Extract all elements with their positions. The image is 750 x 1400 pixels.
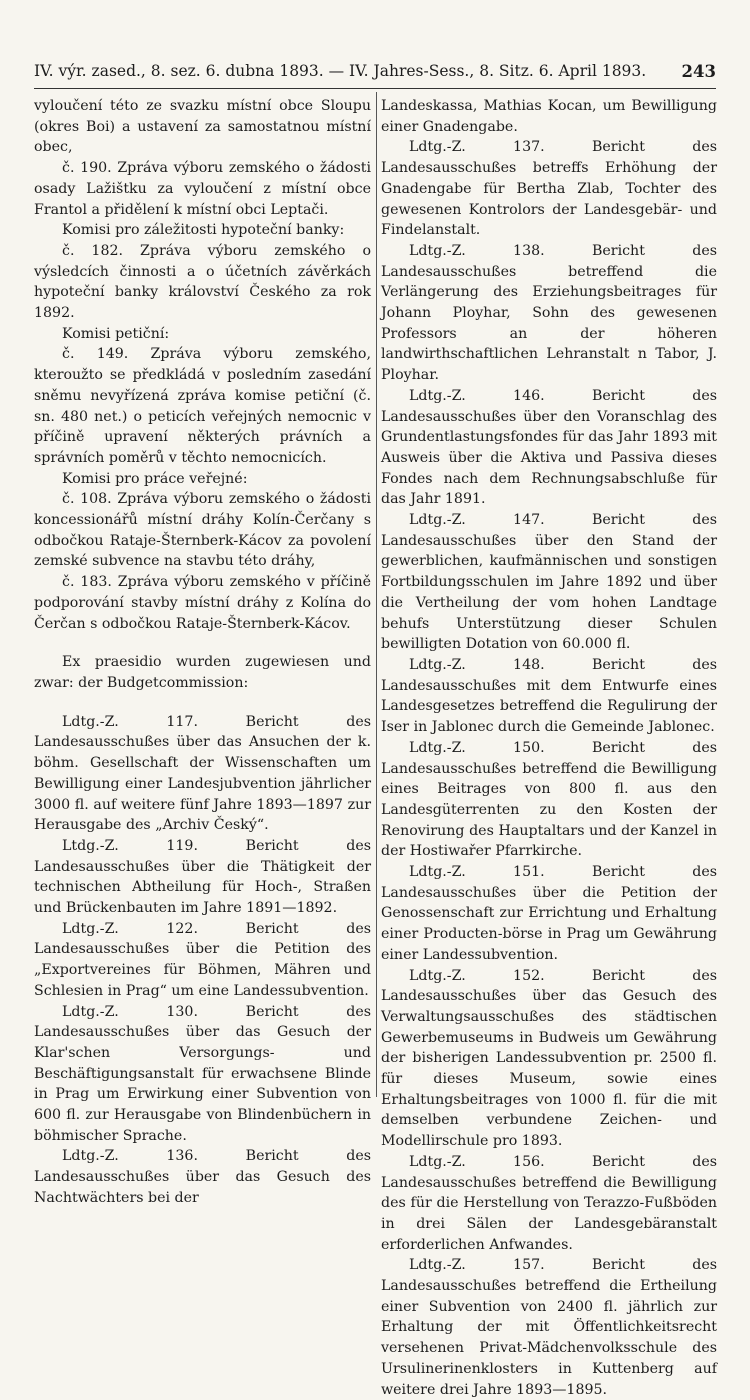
paragraph-gap (34, 634, 371, 652)
paragraph: č. 182. Zpráva výboru zemského o výsledcích činnosti a o účetních závěrkách hypoteční banky království Českého za rok 1892. (34, 242, 371, 322)
paragraph: vyloučení této ze svazku místní obce Sloupu (okres Boi) a ustavení za samostatnou místní obec, (34, 98, 371, 156)
paragraph: Ex praesidio wurden zugewiesen und zwar: der Budgetcommission: (34, 654, 371, 691)
paragraph: Ldtg.-Z. 152. Bericht des Landesausschußes über das Gesuch des Verwaltungsausschußes des städtischen Gewerbemuseums in Budweis um Gewährung der bisherigen Landessubvention pr. 2500 fl. für dieses Museum, sowie eines Erhaltungsbeitrages von 1000 fl. für die mit demselben verbundene Zeichen- und Modellirschule pro 1893. (381, 967, 717, 1150)
column-divider (376, 92, 377, 1097)
paragraph: č. 149. Zpráva výboru zemského, kteroužto se předkládá v posledním zasedání sněmu nevyřízená zpráva komise petiční (č. sn. 480 net.) o peticích veřejných nemocnic v příčině upravení některých právních a správních poměrů v těchto nemocnicích. (34, 346, 371, 466)
paragraph: Ldtg.-Z. 117. Bericht des Landesausschußes über das Ansuchen der k. böhm. Gesellschaft der Wissenschaften um Bewilligung einer Landesjubvention jährlicher 3000 fl. auf weitere fünf Jahre 1893—1897 zur Herausgabe des „Archiv Český“. (34, 713, 371, 834)
paragraph: Ltdg.-Z. 119. Bericht des Landesausschußes über die Thätigkeit der technischen Abtheilung für Hoch-, Straßen und Brückenbauten im Jahre 1891—1892. (34, 837, 371, 917)
paragraph: Ldtg.-Z. 138. Bericht des Landesausschußes betreffend die Verlängerung des Erziehungsbeitrages für Johann Ployhar, Sohn des gewesenen Professors an der höheren landwirthschaftlichen Lehranstalt n Tabor, J. Ployhar. (381, 242, 717, 384)
paragraph: Ldtg.-Z. 122. Bericht des Landesausschußes über die Petition des „Exportvereines für Böhmen, Mähren und Schlesien in Prag“ um eine Landessubvention. (34, 920, 371, 999)
paragraph: Ldtg.-Z. 147. Bericht des Landesausschußes über den Stand der gewerblichen, kaufmännischen und sonstigen Fortbildungsschulen im Jahre 1892 und über die Vertheilung der vom hohen Landtage behufs Unterstützung dieser Schulen bewilligten Dotation von 60.000 fl. (381, 512, 717, 653)
paragraph: Ldtg.-Z. 156. Bericht des Landesausschußes betreffend die Bewilligung des für die Herstellung von Terazzo-Fußböden in drei Sälen der Landesgebäranstalt erforderlichen Anfwandes. (381, 1153, 717, 1253)
paragraph: Komisi pro záležitosti hypoteční banky: (62, 222, 345, 239)
paragraph: Ldtg.-Z. 146. Bericht des Landesausschußes über den Voranschlag des Grundentlastungsfondes für das Jahr 1893 mit Ausweis über die Aktiva und Passiva dieses Fondes nach dem Rechnungsabschluße für das Jahr 1891. (381, 387, 717, 508)
paragraph: Komisi pro práce veřejné: (62, 470, 248, 487)
running-title: IV. výr. zased., 8. sez. 6. dubna 1893. — IV. Jahres-Sess., 8. Sitz. 6. April 1893. (34, 62, 647, 80)
paragraph: Ldtg.-Z. 150. Bericht des Landesausschußes betreffend die Bewilligung eines Beitrages von 800 fl. aus den Landesgüterrenten zu den Kosten der Renovirung des Hauptaltars und der Kanzel in der Hostiwařer Pfarrkirche. (381, 739, 717, 860)
paragraph: Ldtg.-Z. 157. Bericht des Landesausschußes betreffend die Ertheilung einer Subvention von 2400 fl. jährlich zur Erhaltung der mit Öffentlichkeitsrecht versehenen Privat-Mädchenvolksschule des Ursulinerinenklosters in Kuttenberg auf weitere drei Jahre 1893—1895. (381, 1257, 717, 1398)
paragraph: Ldtg.-Z. 148. Bericht des Landesausschußes mit dem Entwurfe eines Landesgesetzes betreffend die Regulirung der Iser in Jablonec durch die Gemeinde Jablonec. (381, 656, 717, 736)
left-column (34, 96, 371, 1209)
right-column (381, 96, 717, 1400)
paragraph: Ldtg.-Z. 151. Bericht des Landesausschußes über die Petition der Genossenschaft zur Errichtung und Erhaltung einer Producten-börse in Prag um Gewährung einer Landessubvention. (381, 864, 717, 963)
paragraph: č. 108. Zpráva výboru zemského o žádosti koncessionářů místní dráhy Kolín-Čerčany s odbočkou Rataje-Šternberk-Kácov za povolení zemské subvence na stavbu této dráhy, (34, 491, 371, 570)
page-number: 243 (681, 62, 716, 81)
paragraph: Ldtg.-Z. 136. Bericht des Landesausschußes über das Gesuch des Nachtwächters bei der (34, 1148, 371, 1206)
header-rule (34, 88, 716, 89)
paragraph: Landeskassa, Mathias Kocan, um Bewilligung einer Gnadengabe. (381, 98, 717, 135)
paragraph-gap (34, 694, 371, 712)
paragraph: č. 190. Zpráva výboru zemského o žádosti osady Lažištku za vyloučení z místní obce Frantol a přidělení k místní obci Leptači. (34, 160, 371, 218)
page-header (34, 58, 716, 84)
paragraph: Ldtg.-Z. 130. Bericht des Landesausschußes über das Gesuch der Klar'schen Versorgungs- und Beschäftigungsanstalt für erwachsene Blinde in Prag um Erwirkung einer Subvention von 600 fl. zur Herausgabe von Blindenbüchern in böhmischer Sprache. (34, 1003, 371, 1144)
paragraph: Ldtg.-Z. 137. Bericht des Landesausschußes betreffs Erhöhung der Gnadengabe für Bertha Zlab, Tochter des gewesenen Kontrolors der Landesgebär- und Findelanstalt. (381, 139, 717, 239)
paragraph: č. 183. Zpráva výboru zemského v příčině podporování stavby místní dráhy z Kolína do Čerčan s odbočkou Rataje-Šternberk-Kácov. (34, 574, 371, 632)
paragraph: Komisi petiční: (62, 325, 170, 342)
